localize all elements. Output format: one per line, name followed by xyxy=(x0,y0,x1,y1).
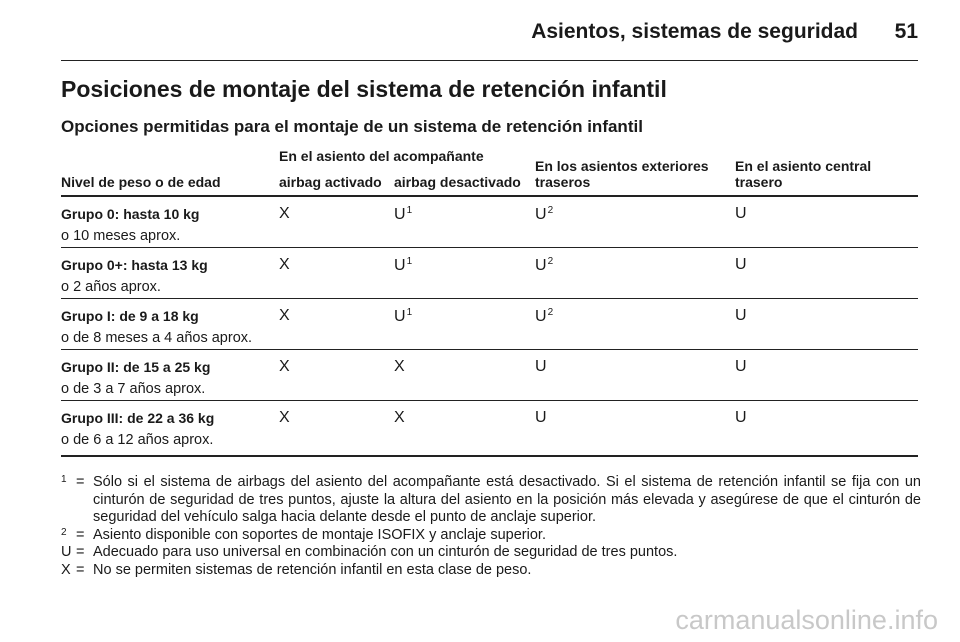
cell-outer-rear: U xyxy=(535,358,547,375)
footnote-text: Asiento disponible con soportes de montaje ISOFIX y anclaje superior. xyxy=(93,526,546,543)
footnote-equals: = xyxy=(76,526,85,543)
cell-outer-rear: U xyxy=(535,409,547,426)
row-age: o de 8 meses a 4 años aprox. xyxy=(61,330,253,346)
row-group: Grupo III: de 22 a 36 kg xyxy=(61,410,215,426)
cell-airbag-on: X xyxy=(279,307,290,324)
footnote-text: Adecuado para uso universal en combinación con un cinturón de seguridad de tres puntos. xyxy=(93,544,678,560)
footnote-key: 2 xyxy=(61,526,67,538)
row-group: Grupo 0: hasta 10 kg xyxy=(61,206,200,222)
page-header xyxy=(61,18,918,61)
footnote-ref: 2 xyxy=(547,205,554,216)
section-subtitle: Opciones permitidas para el montaje de un sistema de retención infantil xyxy=(61,117,643,136)
cell-airbag-off: $U^1$ xyxy=(394,307,413,325)
footnote-ref: 1 xyxy=(406,205,413,216)
cell-center-rear: U xyxy=(735,409,747,426)
footnote-key: U xyxy=(61,544,72,560)
row-age: o 2 años aprox. xyxy=(61,279,161,295)
cell-airbag-off: $U^1$ xyxy=(394,256,413,274)
footnote-ref: 1 xyxy=(406,256,413,267)
watermark: carmanualsonline.info xyxy=(675,605,938,635)
cell-center-rear: U xyxy=(735,205,747,222)
header-weight-level: Nivel de peso o de edad xyxy=(61,174,221,190)
section-title: Posiciones de montaje del sistema de retención infantil xyxy=(61,76,667,102)
footnote-key: X xyxy=(61,561,71,578)
footnote xyxy=(61,544,921,562)
cell-center-rear: U xyxy=(735,307,747,324)
cell-airbag-off: X xyxy=(394,358,405,375)
footnote-ref: 2 xyxy=(547,256,554,267)
cell-outer-rear: $U^2$ xyxy=(535,307,554,325)
footnote-ref: 2 xyxy=(547,307,554,318)
table-row xyxy=(61,401,918,457)
cell-airbag-on: X xyxy=(279,409,290,426)
footnote-key: 1 xyxy=(61,474,67,485)
cell-airbag-on: X xyxy=(279,205,290,222)
row-group: Grupo II: de 15 a 25 kg xyxy=(61,359,211,375)
header-title: Asientos, sistemas de seguridad xyxy=(531,20,858,43)
header-outer-rear: En los asientos exteriores traseros xyxy=(535,158,709,190)
header-center-rear: En el asiento central trasero xyxy=(735,158,872,190)
header-passenger-seat: En el asiento del acompañante xyxy=(279,148,484,164)
cell-center-rear: U xyxy=(735,256,747,273)
footnote-equals: = xyxy=(76,474,85,490)
footnote xyxy=(61,562,921,580)
footnote-text: Sólo si el sistema de airbags del asiento del acompañante está desactivado. Si el sistema de retención infantil se fija con un cinturón de seguridad de tres puntos, ajuste la altura del asiento en la posición más elevada y asegúrese de que el cinturón de seguridad del vehículo salga hacia delante desde el punto de anclaje superior. xyxy=(93,474,921,525)
table-row xyxy=(61,197,918,248)
footnote-ref: 1 xyxy=(406,307,413,318)
row-age: o 10 meses aprox. xyxy=(61,228,181,244)
cell-airbag-off: $U^1$ xyxy=(394,205,413,223)
row-age: o de 3 a 7 años aprox. xyxy=(61,381,206,397)
footnotes xyxy=(61,474,921,579)
table-row xyxy=(61,350,918,401)
footnote-text: No se permiten sistemas de retención infantil en esta clase de peso. xyxy=(93,561,532,578)
header-airbag-off: airbag desactivado xyxy=(394,174,521,190)
table-row xyxy=(61,248,918,299)
cell-outer-rear: $U^2$ xyxy=(535,256,554,274)
header-airbag-on: airbag activado xyxy=(279,174,382,190)
row-group: Grupo 0+: hasta 13 kg xyxy=(61,257,208,273)
cell-airbag-off: X xyxy=(394,409,405,426)
row-age: o de 6 a 12 años aprox. xyxy=(61,432,214,448)
footnote-equals: = xyxy=(76,561,85,578)
cell-outer-rear: $U^2$ xyxy=(535,205,554,223)
child-seat-table xyxy=(61,146,918,457)
footnote-equals: = xyxy=(76,544,85,560)
cell-airbag-on: X xyxy=(279,256,290,273)
row-group: Grupo I: de 9 a 18 kg xyxy=(61,308,199,324)
cell-airbag-on: X xyxy=(279,358,290,375)
footnote xyxy=(61,474,921,527)
table-row xyxy=(61,299,918,350)
table-header xyxy=(61,146,918,197)
cell-center-rear: U xyxy=(735,358,747,375)
footnote xyxy=(61,527,921,545)
page-number: 51 xyxy=(894,20,918,43)
